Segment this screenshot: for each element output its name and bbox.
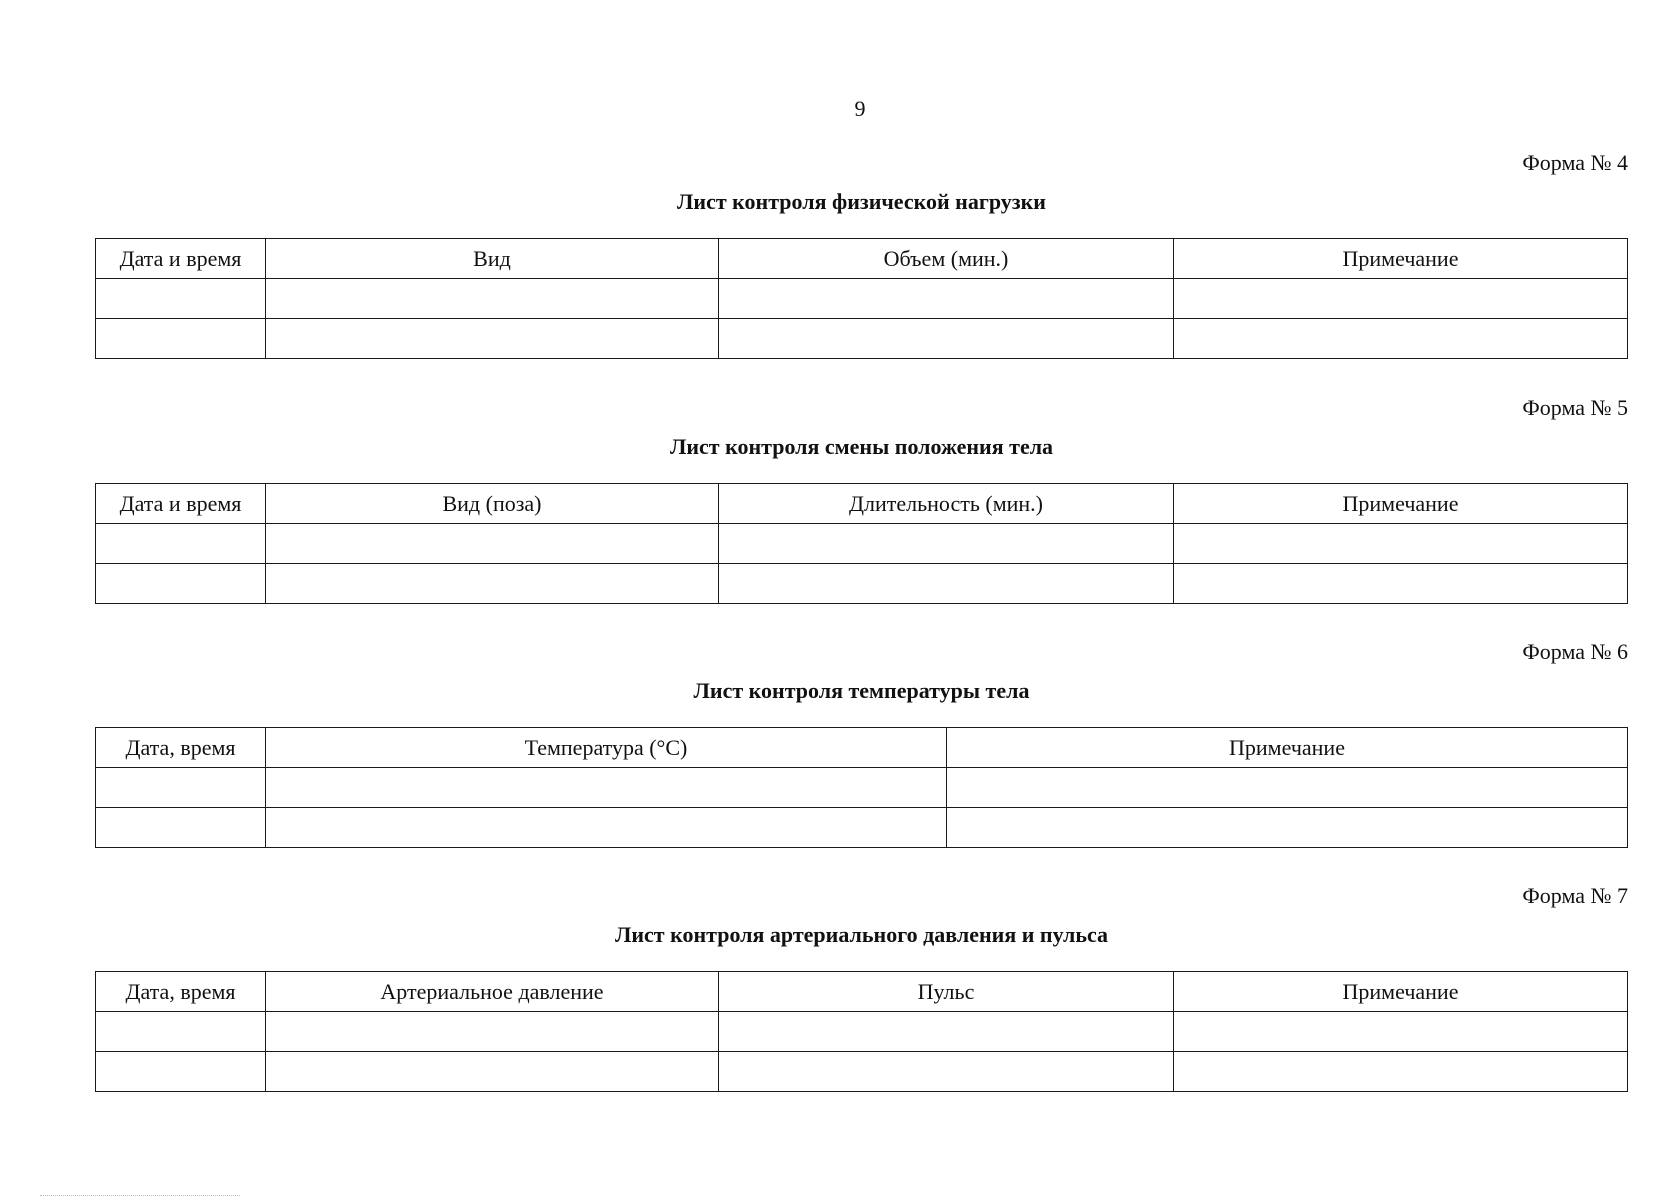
column-header-datetime: Дата, время — [96, 972, 266, 1012]
table-header-row — [96, 728, 1628, 768]
table-row — [96, 564, 1628, 604]
table-cell[interactable] — [1174, 279, 1628, 319]
form-number: Форма № 4 — [1522, 150, 1628, 175]
table-cell[interactable] — [96, 524, 266, 564]
column-header-type: Вид — [266, 239, 719, 279]
table-header-row — [96, 972, 1628, 1012]
form-number: Форма № 5 — [1522, 395, 1628, 420]
column-header-volume: Объем (мин.) — [719, 239, 1174, 279]
table-cell[interactable] — [719, 319, 1174, 359]
table-cell[interactable] — [266, 524, 719, 564]
form-table — [95, 483, 1628, 604]
table-cell[interactable] — [266, 564, 719, 604]
table-cell[interactable] — [719, 524, 1174, 564]
table-row — [96, 1012, 1628, 1052]
form-number: Форма № 6 — [1522, 639, 1628, 664]
table-cell[interactable] — [266, 1012, 719, 1052]
table-cell[interactable] — [1174, 1052, 1628, 1092]
table-cell[interactable] — [96, 279, 266, 319]
table-cell[interactable] — [96, 808, 266, 848]
form-table — [95, 971, 1628, 1092]
form-number: Форма № 7 — [1522, 883, 1628, 908]
table-row — [96, 768, 1628, 808]
form-table — [95, 238, 1628, 359]
table-cell[interactable] — [1174, 524, 1628, 564]
table-cell[interactable] — [947, 768, 1628, 808]
form-title: Лист контроля температуры тела — [693, 678, 1030, 703]
column-header-duration: Длительность (мин.) — [719, 484, 1174, 524]
column-header-note: Примечание — [947, 728, 1628, 768]
column-header-note: Примечание — [1174, 239, 1628, 279]
column-header-pulse: Пульс — [719, 972, 1174, 1012]
table-cell[interactable] — [96, 319, 266, 359]
table-cell[interactable] — [266, 1052, 719, 1092]
column-header-blood-pressure: Артериальное давление — [266, 972, 719, 1012]
table-cell[interactable] — [266, 768, 947, 808]
table-row — [96, 524, 1628, 564]
page-number: 9 — [854, 96, 866, 121]
table-cell[interactable] — [96, 564, 266, 604]
form-title: Лист контроля смены положения тела — [669, 434, 1054, 459]
column-header-datetime: Дата, время — [96, 728, 266, 768]
column-header-pose: Вид (поза) — [266, 484, 719, 524]
table-cell[interactable] — [719, 279, 1174, 319]
table-cell[interactable] — [1174, 319, 1628, 359]
table-cell[interactable] — [1174, 1012, 1628, 1052]
table-header-row — [96, 484, 1628, 524]
table-row — [96, 279, 1628, 319]
table-cell[interactable] — [96, 768, 266, 808]
table-header-row — [96, 239, 1628, 279]
table-cell[interactable] — [96, 1052, 266, 1092]
table-cell[interactable] — [719, 1052, 1174, 1092]
table-cell[interactable] — [1174, 564, 1628, 604]
table-cell[interactable] — [719, 564, 1174, 604]
form-title: Лист контроля артериального давления и пульса — [614, 922, 1109, 947]
column-header-datetime: Дата и время — [96, 239, 266, 279]
table-row — [96, 319, 1628, 359]
form-title: Лист контроля физической нагрузки — [677, 189, 1046, 214]
column-header-datetime: Дата и время — [96, 484, 266, 524]
table-cell[interactable] — [266, 319, 719, 359]
table-cell[interactable] — [266, 279, 719, 319]
table-cell[interactable] — [266, 808, 947, 848]
column-header-temperature: Температура (°С) — [266, 728, 947, 768]
table-cell[interactable] — [96, 1012, 266, 1052]
table-row — [96, 1052, 1628, 1092]
table-cell[interactable] — [947, 808, 1628, 848]
scan-artifact — [40, 1195, 240, 1200]
form-table — [95, 727, 1628, 848]
column-header-note: Примечание — [1174, 484, 1628, 524]
column-header-note: Примечание — [1174, 972, 1628, 1012]
table-row — [96, 808, 1628, 848]
table-cell[interactable] — [719, 1012, 1174, 1052]
